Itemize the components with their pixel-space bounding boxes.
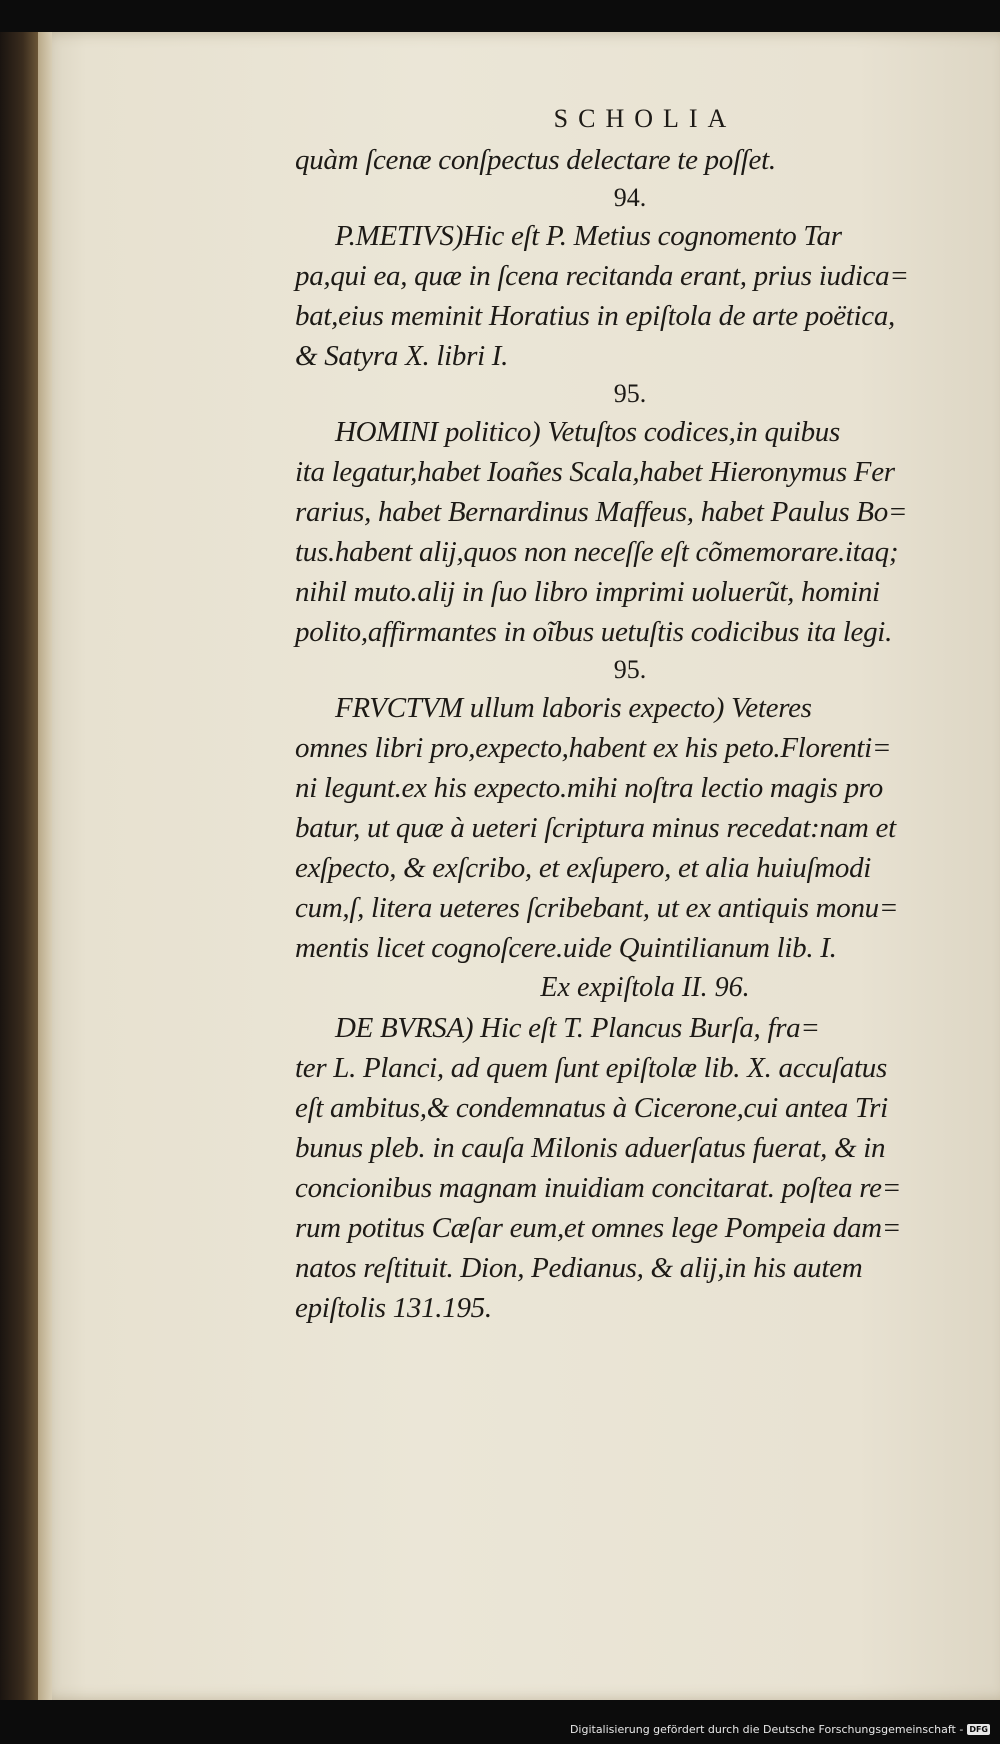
text-line: batur, ut quæ à ueteri ſcriptura minus recedat:nam et xyxy=(295,812,896,844)
dfg-logo: DFG xyxy=(969,1725,988,1734)
page-edge xyxy=(38,32,52,1700)
text-line: polito,affirmantes in oĩbus uetuſtis codicibus ita legi. xyxy=(295,616,893,648)
section-heading: Ex expiſtola II. 96. xyxy=(540,972,750,1003)
funding-credit xyxy=(570,1723,990,1736)
note-number: 94. xyxy=(613,183,647,212)
footer-bar xyxy=(0,1700,1000,1744)
text-line: epiſtolis 131.195. xyxy=(295,1292,492,1324)
text-line: exſpecto, & exſcribo, et exſupero, et alia huiuſmodi xyxy=(295,852,872,884)
running-head: SCHOLIA xyxy=(553,104,737,133)
text-line: bunus pleb. in cauſa Milonis aduerſatus fuerat, & in xyxy=(295,1132,886,1164)
text-line: pa,qui ea, quæ in ſcena recitanda erant, prius iudica= xyxy=(295,260,909,292)
text-line: FRVCTVM ullum laboris expecto) Veteres xyxy=(335,692,812,724)
text-line: HOMINI politico) Vetuſtos codices,in quibus xyxy=(335,416,840,448)
funding-text: Digitalisierung gefördert durch die Deutsche Forschungsgemeinschaft - xyxy=(569,1723,964,1736)
text-line: rum potitus Cæſar eum,et omnes lege Pompeia dam= xyxy=(295,1212,902,1244)
note-number: 95. xyxy=(613,379,647,408)
text-line: P.METIVS)Hic eſt P. Metius cognomento Tar xyxy=(335,220,842,252)
text-line: nihil muto.alij in ſuo libro imprimi uoluerũt, homini xyxy=(295,576,880,608)
text-line: DE BVRSA) Hic eſt T. Plancus Burſa, fra= xyxy=(335,1012,820,1044)
text-line: omnes libri pro,expecto,habent ex his peto.Florenti= xyxy=(295,732,892,764)
text-line: & Satyra X. libri I. xyxy=(295,340,509,372)
text-line: natos reſtituit. Dion, Pedianus, & alij,in his autem xyxy=(295,1252,863,1284)
page-text xyxy=(295,104,935,1328)
text-line: quàm ſcenæ conſpectus delectare te poſſet. xyxy=(295,144,776,176)
text-line: ita legatur,habet Ioañes Scala,habet Hieronymus Fer xyxy=(295,456,895,488)
book-spine xyxy=(0,32,38,1700)
text-line: rarius, habet Bernardinus Maffeus, habet Paulus Bo= xyxy=(295,496,908,528)
text-line: concionibus magnam inuidiam concitarat. poſtea re= xyxy=(295,1172,901,1204)
note-number: 95. xyxy=(613,655,647,684)
text-line: ter L. Planci, ad quem ſunt epiſtolæ lib. X. accuſatus xyxy=(295,1052,887,1084)
text-line: eſt ambitus,& condemnatus à Cicerone,cui antea Tri xyxy=(295,1092,888,1124)
text-line: bat,eius meminit Horatius in epiſtola de arte poëtica, xyxy=(295,300,895,332)
text-line: cum,ſ, litera ueteres ſcribebant, ut ex antiquis monu= xyxy=(295,892,899,924)
text-line: ni legunt.ex his expecto.mihi noſtra lectio magis pro xyxy=(295,772,883,804)
text-line: tus.habent alij,quos non neceſſe eſt cõmemorare.itaq; xyxy=(295,536,899,568)
text-line: mentis licet cognoſcere.uide Quintilianum lib. I. xyxy=(295,932,837,964)
